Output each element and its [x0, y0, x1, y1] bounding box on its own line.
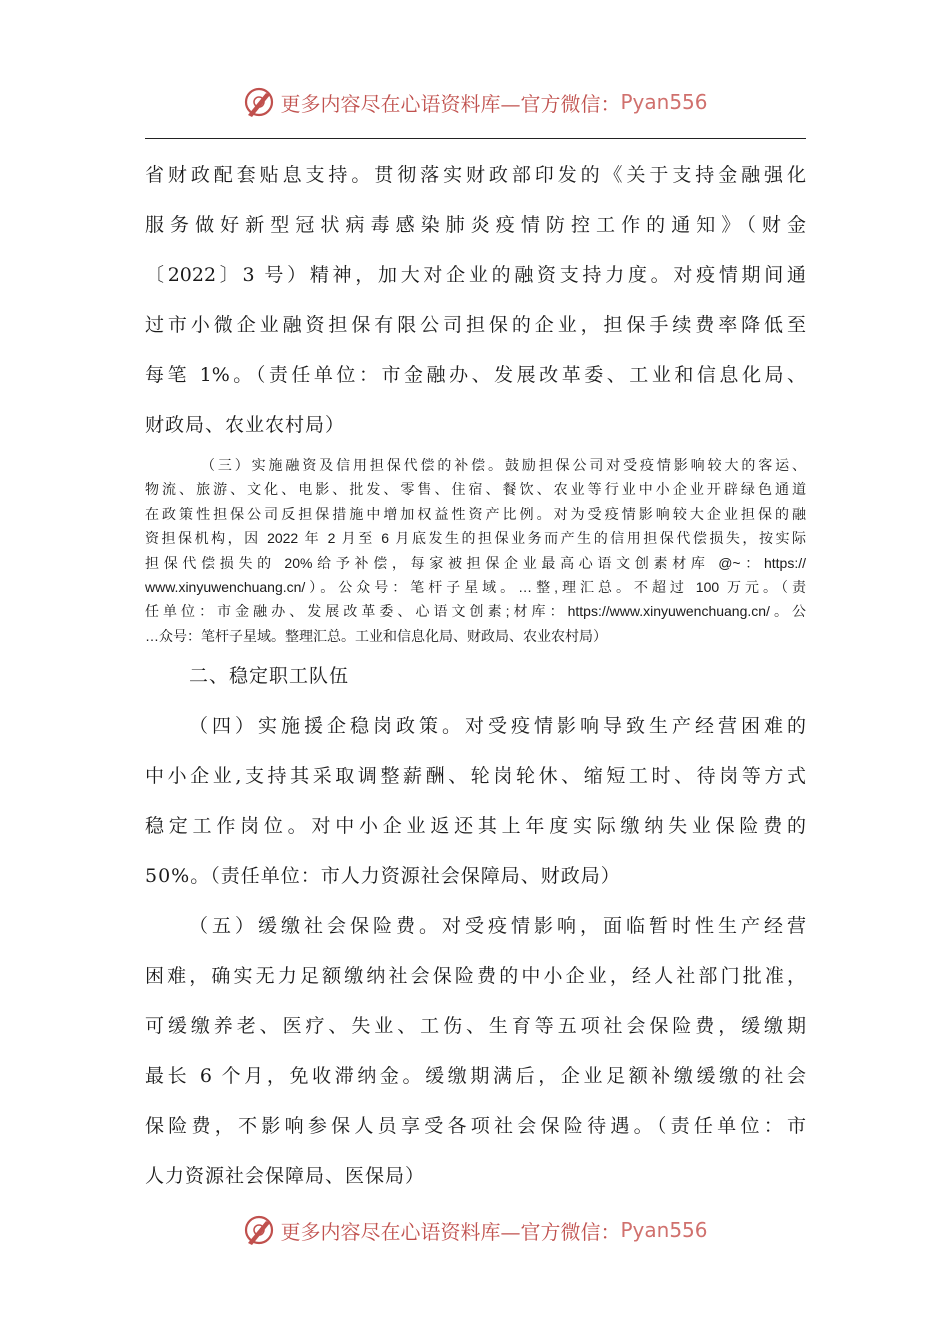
text-line: （三）实施融资及信用担保代偿的补偿。鼓励担保公司对受疫情影响较大的客运、 — [201, 457, 806, 473]
header-wechat-id: Pyan556 — [620, 90, 708, 114]
text-line: www.xinyuwenchuang.cn/）。公众号：笔杆子星域。…整,理汇总。不超过 100 万元。（责 — [145, 578, 806, 595]
text-line: 可缓缴养老、医疗、失业、工伤、生育等五项社会保险费，缓缴期 — [145, 1015, 806, 1038]
text-line: 资担保机构，因 2022 年 2 月至 6 月底发生的担保业务而产生的信用担保代偿损失，按实际 — [145, 530, 806, 547]
text-line: 50%。（责任单位：市人力资源社会保障局、财政局） — [145, 865, 621, 888]
text-line: 担保代偿损失的 20%给予补偿，每家被担保企业最高心语文创素材库 @~：https:// — [145, 554, 806, 571]
text-line: 服务做好新型冠状病毒感染肺炎疫情防控工作的通知》（财金 — [145, 214, 806, 236]
paragraph-social-insurance-deferral — [145, 901, 806, 1201]
paragraph-guarantee-compensation — [145, 453, 806, 648]
text-line: 困难，确实无力足额缴纳社会保险费的中小企业，经人社部门批准， — [145, 965, 806, 988]
text-line: （四）实施援企稳岗政策。对受疫情影响导致生产经营困难的 — [189, 715, 806, 738]
footer-banner-text: 更多内容尽在心语资料库—官方微信： — [280, 1219, 621, 1244]
text-line: 物流、旅游、文化、电影、批发、零售、住宿、餐饮、农业等行业中小企业开辟绿色通道 — [145, 481, 806, 498]
text-line: 〔2022〕3 号）精神，加大对企业的融资支持力度。对疫情期间通 — [145, 264, 806, 286]
header-divider — [145, 138, 806, 139]
text-line: 最长 6 个月，免收滞纳金。缓缴期满后，企业足额补缴缓缴的社会 — [145, 1065, 806, 1088]
document-body — [145, 150, 806, 1201]
text-line: 人力资源社会保障局、医保局） — [145, 1165, 426, 1188]
text-line: 中小企业,支持其采取调整薪酬、轮岗轮休、缩短工时、待岗等方式 — [145, 765, 806, 788]
text-line: …众号：笔杆子星域。整理汇总。工业和信息化局、财政局、农业农村局） — [145, 627, 607, 644]
paragraph-job-stabilization — [145, 701, 806, 901]
header-banner — [0, 82, 950, 122]
header-banner-text: 更多内容尽在心语资料库—官方微信： — [280, 91, 621, 116]
text-line: 财政局、农业农村局） — [145, 414, 346, 436]
text-line: 在政策性担保公司反担保措施中增加权益性资产比例。对为受疫情影响较大企业担保的融 — [145, 505, 806, 522]
section-heading: 二、稳定职工队伍 — [189, 665, 350, 688]
text-line: 稳定工作岗位。对中小企业返还其上年度实际缴纳失业保险费的 — [145, 815, 806, 838]
paragraph-financing-support — [145, 150, 806, 450]
pen-logo-icon — [242, 1213, 276, 1247]
text-line: 省财政配套贴息支持。贯彻落实财政部印发的《关于支持金融强化 — [145, 164, 806, 186]
text-line: 任单位：市金融办、发展改革委、心语文创素;材库：https://www.xinyuwenchuang.cn/。公 — [145, 603, 806, 620]
text-line: 过市小微企业融资担保有限公司担保的企业，担保手续费率降低至 — [145, 314, 806, 336]
text-line: 每笔 1%。（责任单位：市金融办、发展改革委、工业和信息化局、 — [145, 364, 806, 386]
pen-logo-icon — [242, 85, 276, 119]
text-line: 保险费，不影响参保人员享受各项社会保险待遇。（责任单位：市 — [145, 1115, 806, 1138]
text-line: （五）缓缴社会保险费。对受疫情影响，面临暂时性生产经营 — [189, 915, 806, 938]
footer-banner — [0, 1210, 950, 1250]
footer-wechat-id: Pyan556 — [620, 1218, 708, 1242]
